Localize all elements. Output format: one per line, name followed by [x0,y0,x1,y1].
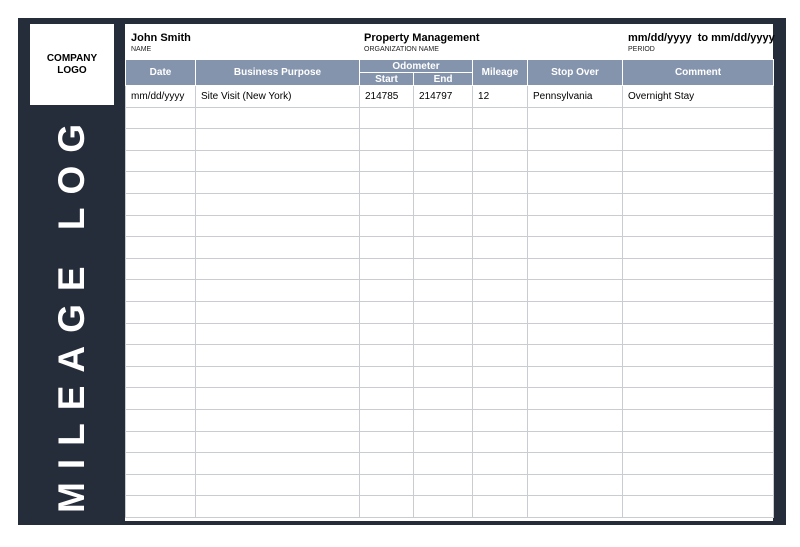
empty-cell-comment[interactable] [623,453,774,475]
empty-cell-start[interactable] [360,301,414,323]
organization-label: ORGANIZATION NAME [364,46,439,53]
table-row-empty [126,431,774,453]
empty-cell-mileage[interactable] [473,323,528,345]
empty-cell-start[interactable] [360,150,414,172]
empty-cell-end[interactable] [414,345,473,367]
table-row-empty [126,215,774,237]
table-row-empty [126,323,774,345]
empty-cell-end[interactable] [414,323,473,345]
empty-cell-end[interactable] [414,237,473,259]
empty-cell-comment[interactable] [623,388,774,410]
empty-cell-end[interactable] [414,280,473,302]
empty-cell-purpose[interactable] [196,366,360,388]
empty-cell-purpose[interactable] [196,409,360,431]
mileage-table [125,59,774,518]
empty-cell-mileage[interactable] [473,388,528,410]
empty-cell-stop-over[interactable] [528,172,623,194]
vertical-title: MILEAGE LOG [51,111,92,513]
table-row-empty [126,258,774,280]
empty-cell-stop-over[interactable] [528,453,623,475]
empty-cell-date[interactable] [126,301,196,323]
empty-cell-stop-over[interactable] [528,431,623,453]
col-odometer-start: Start [360,73,414,86]
empty-cell-start[interactable] [360,366,414,388]
empty-cell-start[interactable] [360,258,414,280]
empty-cell-comment[interactable] [623,409,774,431]
empty-cell-comment[interactable] [623,172,774,194]
empty-cell-mileage[interactable] [473,258,528,280]
col-comment: Comment [623,60,774,86]
empty-cell-comment[interactable] [623,345,774,367]
table-row-empty [126,280,774,302]
empty-cell-stop-over[interactable] [528,323,623,345]
empty-cell-mileage[interactable] [473,431,528,453]
empty-cell-date[interactable] [126,258,196,280]
empty-cell-purpose[interactable] [196,237,360,259]
cell-purpose[interactable]: Site Visit (New York) [196,86,360,108]
empty-cell-date[interactable] [126,474,196,496]
col-stop-over: Stop Over [528,60,623,86]
empty-cell-mileage[interactable] [473,366,528,388]
empty-cell-purpose[interactable] [196,172,360,194]
empty-cell-start[interactable] [360,409,414,431]
empty-cell-date[interactable] [126,323,196,345]
empty-cell-start[interactable] [360,453,414,475]
empty-cell-date[interactable] [126,129,196,151]
log-panel [125,24,773,521]
empty-cell-end[interactable] [414,431,473,453]
empty-cell-date[interactable] [126,193,196,215]
empty-cell-stop-over[interactable] [528,129,623,151]
empty-cell-date[interactable] [126,345,196,367]
empty-cell-stop-over[interactable] [528,107,623,129]
empty-cell-stop-over[interactable] [528,345,623,367]
col-odometer: Odometer [360,60,473,73]
organization-field [364,32,480,54]
empty-cell-stop-over[interactable] [528,258,623,280]
empty-cell-purpose[interactable] [196,150,360,172]
empty-cell-purpose[interactable] [196,301,360,323]
cell-date[interactable]: mm/dd/yyyy [126,86,196,108]
logo-line-2: LOGO [57,64,87,76]
empty-cell-comment[interactable] [623,323,774,345]
empty-cell-purpose[interactable] [196,345,360,367]
empty-cell-end[interactable] [414,474,473,496]
empty-cell-date[interactable] [126,237,196,259]
table-row-empty [126,409,774,431]
name-label: NAME [131,46,152,53]
cell-start[interactable]: 214785 [360,86,414,108]
empty-cell-end[interactable] [414,301,473,323]
col-odometer-end: End [414,73,473,86]
empty-cell-mileage[interactable] [473,107,528,129]
empty-cell-end[interactable] [414,388,473,410]
logo-line-1: COMPANY [46,52,98,64]
empty-cell-date[interactable] [126,172,196,194]
empty-cell-mileage[interactable] [473,193,528,215]
empty-cell-purpose[interactable] [196,215,360,237]
empty-cell-start[interactable] [360,323,414,345]
empty-cell-comment[interactable] [623,366,774,388]
period-field [628,32,775,54]
empty-cell-start[interactable] [360,107,414,129]
empty-cell-end[interactable] [414,453,473,475]
empty-cell-date[interactable] [126,215,196,237]
empty-cell-stop-over[interactable] [528,409,623,431]
empty-cell-date[interactable] [126,409,196,431]
empty-cell-date[interactable] [126,366,196,388]
empty-cell-end[interactable] [414,193,473,215]
cell-mileage[interactable]: 12 [473,86,528,108]
empty-cell-start[interactable] [360,388,414,410]
col-date: Date [126,60,196,86]
empty-cell-end[interactable] [414,409,473,431]
empty-cell-comment[interactable] [623,237,774,259]
empty-cell-stop-over[interactable] [528,366,623,388]
company-logo-placeholder [30,24,114,105]
empty-cell-stop-over[interactable] [528,474,623,496]
period-label: PERIOD [628,46,655,53]
empty-cell-purpose[interactable] [196,496,360,518]
empty-cell-end[interactable] [414,129,473,151]
empty-cell-purpose[interactable] [196,107,360,129]
table-row [126,86,774,108]
empty-cell-start[interactable] [360,193,414,215]
empty-cell-end[interactable] [414,496,473,518]
empty-cell-mileage[interactable] [473,280,528,302]
empty-cell-purpose[interactable] [196,453,360,475]
table-row-empty [126,150,774,172]
empty-cell-date[interactable] [126,150,196,172]
table-row-empty [126,366,774,388]
cell-stop-over[interactable]: Pennsylvania [528,86,623,108]
empty-cell-purpose[interactable] [196,474,360,496]
empty-cell-comment[interactable] [623,215,774,237]
empty-cell-date[interactable] [126,496,196,518]
empty-cell-purpose[interactable] [196,280,360,302]
cell-comment[interactable]: Overnight Stay [623,86,774,108]
empty-cell-comment[interactable] [623,129,774,151]
empty-cell-stop-over[interactable] [528,150,623,172]
empty-cell-end[interactable] [414,150,473,172]
empty-cell-start[interactable] [360,474,414,496]
empty-cell-purpose[interactable] [196,388,360,410]
empty-cell-start[interactable] [360,431,414,453]
empty-cell-stop-over[interactable] [528,193,623,215]
empty-cell-mileage[interactable] [473,453,528,475]
empty-cell-start[interactable] [360,215,414,237]
empty-cell-date[interactable] [126,453,196,475]
empty-cell-end[interactable] [414,366,473,388]
table-row-empty [126,172,774,194]
empty-cell-date[interactable] [126,107,196,129]
empty-cell-purpose[interactable] [196,129,360,151]
col-mileage: Mileage [473,60,528,86]
empty-cell-mileage[interactable] [473,345,528,367]
table-row-empty [126,107,774,129]
empty-cell-end[interactable] [414,172,473,194]
table-row-empty [126,453,774,475]
empty-cell-comment[interactable] [623,150,774,172]
empty-cell-date[interactable] [126,280,196,302]
empty-cell-purpose[interactable] [196,323,360,345]
empty-cell-start[interactable] [360,237,414,259]
empty-cell-comment[interactable] [623,107,774,129]
empty-cell-mileage[interactable] [473,172,528,194]
table-row-empty [126,474,774,496]
empty-cell-comment[interactable] [623,280,774,302]
empty-cell-end[interactable] [414,215,473,237]
empty-cell-start[interactable] [360,280,414,302]
empty-cell-mileage[interactable] [473,301,528,323]
name-value: John Smith [131,32,191,44]
organization-value: Property Management [364,32,480,44]
table-row-empty [126,388,774,410]
empty-cell-stop-over[interactable] [528,496,623,518]
empty-cell-purpose[interactable] [196,258,360,280]
empty-cell-mileage[interactable] [473,474,528,496]
empty-cell-stop-over[interactable] [528,388,623,410]
empty-cell-mileage[interactable] [473,215,528,237]
empty-cell-start[interactable] [360,129,414,151]
empty-cell-purpose[interactable] [196,431,360,453]
empty-cell-comment[interactable] [623,431,774,453]
table-row-empty [126,301,774,323]
period-value: mm/dd/yyyy to mm/dd/yyyy [628,32,775,44]
empty-cell-comment[interactable] [623,301,774,323]
table-row-empty [126,193,774,215]
col-business-purpose: Business Purpose [196,60,360,86]
empty-cell-stop-over[interactable] [528,237,623,259]
empty-cell-start[interactable] [360,345,414,367]
table-row-empty [126,129,774,151]
table-row-empty [126,237,774,259]
empty-cell-stop-over[interactable] [528,280,623,302]
empty-cell-comment[interactable] [623,258,774,280]
empty-cell-mileage[interactable] [473,237,528,259]
empty-cell-comment[interactable] [623,193,774,215]
name-field [131,32,191,54]
empty-cell-stop-over[interactable] [528,301,623,323]
cell-end[interactable]: 214797 [414,86,473,108]
table-row-empty [126,496,774,518]
empty-cell-purpose[interactable] [196,193,360,215]
empty-cell-start[interactable] [360,172,414,194]
empty-cell-mileage[interactable] [473,129,528,151]
empty-cell-start[interactable] [360,496,414,518]
empty-cell-comment[interactable] [623,474,774,496]
empty-cell-stop-over[interactable] [528,215,623,237]
empty-cell-mileage[interactable] [473,496,528,518]
empty-cell-end[interactable] [414,107,473,129]
empty-cell-date[interactable] [126,431,196,453]
empty-cell-end[interactable] [414,258,473,280]
table-row-empty [126,345,774,367]
log-body [126,86,774,518]
empty-cell-date[interactable] [126,388,196,410]
empty-cell-comment[interactable] [623,496,774,518]
empty-cell-mileage[interactable] [473,409,528,431]
empty-cell-mileage[interactable] [473,150,528,172]
